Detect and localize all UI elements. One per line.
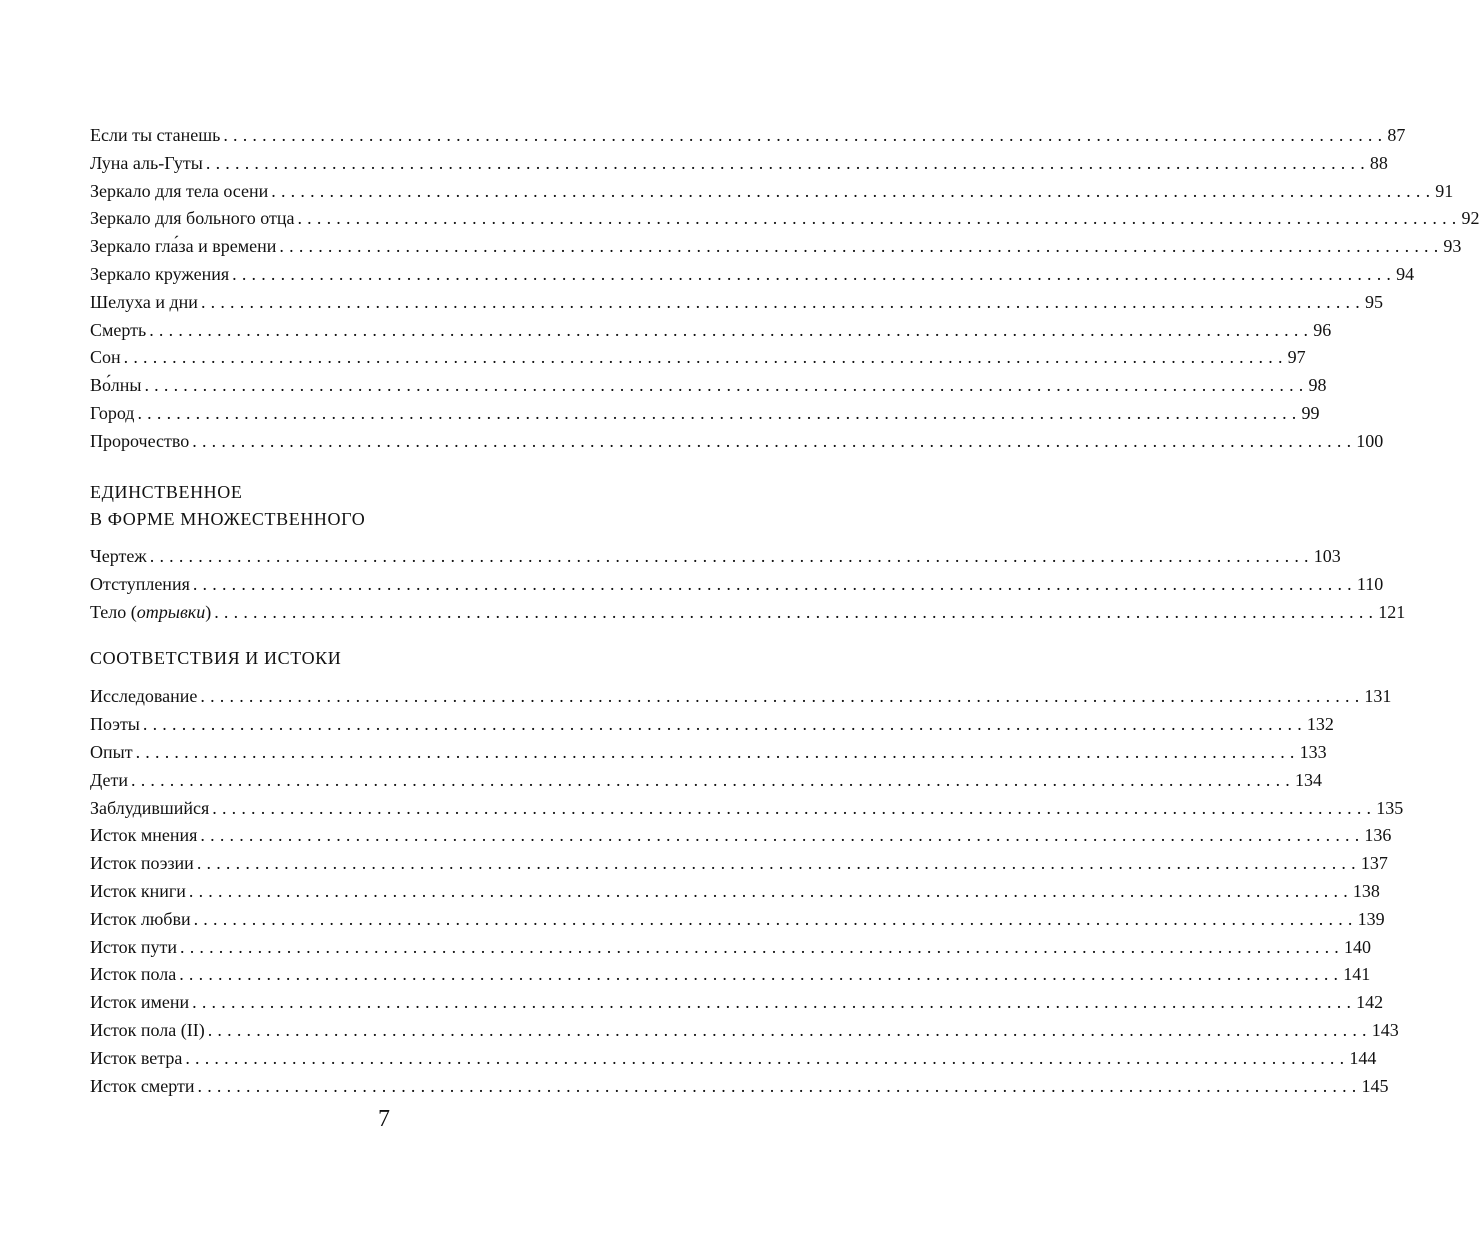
toc-entry[interactable]: [90, 372, 1327, 400]
toc-entry[interactable]: [90, 989, 1384, 1017]
toc-entry[interactable]: [90, 178, 1454, 206]
toc-entry-page: 97: [1287, 347, 1306, 368]
toc-entry[interactable]: [90, 1073, 1389, 1101]
toc-entry-page: 136: [1364, 825, 1392, 846]
toc-entry-title: Исток мнения: [90, 825, 198, 846]
page-number: 7: [378, 1106, 390, 1132]
dot-leader: ........................................................................................................................: [196, 853, 1361, 874]
toc-entry-title: Луна аль-Гуты: [90, 152, 203, 173]
dot-leader: ........................................................................................................................: [192, 573, 1357, 594]
toc-entry[interactable]: [90, 205, 1479, 233]
toc-entry[interactable]: [90, 878, 1380, 906]
toc-entry[interactable]: [90, 317, 1332, 345]
toc-entry[interactable]: [90, 122, 1406, 150]
dot-leader: ........................................................................................................................: [279, 236, 1444, 257]
toc-entry-title: Дети: [90, 769, 128, 790]
toc-group-1: [90, 122, 1479, 456]
toc-entry-page: 88: [1369, 152, 1388, 173]
toc-entry-page: 93: [1443, 236, 1462, 257]
toc-entry-page: 141: [1343, 964, 1371, 985]
toc-entry-page: 99: [1301, 402, 1320, 423]
toc-entry[interactable]: [90, 543, 1341, 571]
toc-entry-title: Чертеж: [90, 546, 147, 567]
toc-entry-title: Отступления: [90, 573, 190, 594]
toc-entry-page: 94: [1396, 263, 1415, 284]
dot-leader: ........................................................................................................................: [197, 1075, 1362, 1096]
toc-entry[interactable]: [90, 934, 1371, 962]
toc-entry-title: Исследование: [90, 686, 198, 707]
toc-section-3-list: [90, 683, 1404, 1100]
toc-entry-page: 145: [1361, 1075, 1389, 1096]
toc-entry-title-italic: отрывки: [136, 601, 206, 622]
dot-leader: ........................................................................................................................: [179, 964, 1344, 985]
toc-entry-page: 138: [1352, 880, 1380, 901]
toc-entry-page: 91: [1435, 180, 1454, 201]
dot-leader: ........................................................................................................................: [142, 714, 1307, 735]
toc-entry-page: 135: [1376, 797, 1404, 818]
dot-leader: ........................................................................................................................: [192, 430, 1357, 451]
dot-leader: ........................................................................................................................: [200, 825, 1365, 846]
toc-entry[interactable]: [90, 1017, 1399, 1045]
toc-entry[interactable]: [90, 289, 1383, 317]
toc-entry-page: 131: [1364, 686, 1392, 707]
dot-leader: ........................................................................................................................: [200, 686, 1365, 707]
toc-entry[interactable]: [90, 739, 1327, 767]
toc-entry-title: Исток смерти: [90, 1075, 195, 1096]
dot-leader: ........................................................................................................................: [271, 180, 1436, 201]
toc-entry-title: Поэты: [90, 714, 140, 735]
dot-leader: ........................................................................................................................: [149, 319, 1314, 340]
toc-entry-page: 92: [1461, 208, 1479, 229]
toc-entry-page: 96: [1313, 319, 1332, 340]
toc-entry[interactable]: [90, 344, 1306, 372]
toc-entry-page: 139: [1357, 908, 1385, 929]
toc-entry-page: 140: [1344, 936, 1371, 957]
toc-entry-title: Опыт: [90, 741, 133, 762]
dot-leader: ........................................................................................................................: [192, 992, 1357, 1013]
toc-entry[interactable]: [90, 767, 1322, 795]
toc-entry[interactable]: [90, 400, 1320, 428]
toc-entry[interactable]: [90, 428, 1384, 456]
toc-entry-page: 110: [1356, 573, 1384, 594]
toc-entry-title: Исток пути: [90, 936, 177, 957]
dot-leader: ........................................................................................................................: [149, 546, 1314, 567]
toc-entry-title: Если ты станешь: [90, 125, 221, 145]
section-heading: ЕДИНСТВЕННОЕ: [90, 481, 243, 502]
toc-section-2-list: [90, 543, 1406, 626]
dot-leader: ........................................................................................................................: [135, 741, 1300, 762]
toc-entry[interactable]: [90, 1045, 1377, 1073]
dot-leader: ........................................................................................................................: [200, 291, 1365, 312]
toc-entry-title: Шелуха и дни: [90, 291, 198, 312]
toc-entry-page: 143: [1371, 1019, 1399, 1040]
toc-entry-title: Исток поэзии: [90, 853, 194, 874]
toc-entry-title: Исток любви: [90, 908, 191, 929]
toc-entry-title: Исток книги: [90, 880, 186, 901]
dot-leader: ........................................................................................................................: [223, 125, 1388, 145]
dot-leader: ........................................................................................................................: [297, 208, 1462, 229]
toc-entry-title: Зеркало для больного отца: [90, 208, 295, 229]
toc-entry-page: 133: [1299, 741, 1327, 762]
section-heading: СООТВЕТСТВИЯ И ИСТОКИ: [90, 647, 342, 668]
section-heading: В ФОРМЕ МНОЖЕСТВЕННОГО: [90, 509, 366, 530]
toc-entry-page: 142: [1356, 992, 1384, 1013]
toc-entry[interactable]: [90, 599, 1406, 627]
toc-entry[interactable]: [90, 795, 1404, 823]
toc-entry-title-end: ): [205, 601, 212, 622]
toc-entry-title-start: Тело (: [90, 601, 137, 622]
toc-entry[interactable]: [90, 850, 1388, 878]
toc-entry[interactable]: [90, 150, 1388, 178]
toc-entry-page: 87: [1387, 125, 1406, 145]
toc-entry-page: 98: [1308, 375, 1327, 396]
dot-leader: ........................................................................................................................: [185, 1047, 1350, 1068]
toc-entry-page: 144: [1349, 1047, 1377, 1068]
dot-leader: ........................................................................................................................: [207, 1019, 1372, 1040]
toc-entry-title: Пророчество: [90, 430, 190, 451]
toc-entry[interactable]: [90, 233, 1462, 261]
toc-entry-title: Исток пола (II): [90, 1019, 205, 1040]
dot-leader: ........................................................................................................................: [131, 769, 1295, 790]
toc-entry-title: Сон: [90, 347, 121, 368]
toc-entry-title: Исток пола: [90, 964, 177, 985]
toc-entry-page: 95: [1364, 291, 1383, 312]
dot-leader: ........................................................................................................................: [214, 601, 1379, 622]
toc-entry-title: Город: [90, 402, 135, 423]
toc-entry-page: 137: [1360, 853, 1388, 874]
toc-entry-page: 100: [1356, 430, 1384, 451]
toc-entry-title: Зеркало для тела осени: [90, 180, 269, 201]
dot-leader: ........................................................................................................................: [188, 880, 1353, 901]
toc-entry-title: Зеркало гла́за и времени: [90, 236, 277, 257]
toc-entry-page: 121: [1378, 601, 1406, 622]
toc-entry-title: Смерть: [90, 319, 147, 340]
dot-leader: ........................................................................................................................: [212, 797, 1377, 818]
dot-leader: ........................................................................................................................: [205, 152, 1370, 173]
table-of-contents: [90, 122, 1479, 1100]
toc-entry[interactable]: [90, 711, 1334, 739]
toc-section-2: [90, 479, 1406, 627]
toc-entry[interactable]: [90, 683, 1392, 711]
toc-entry-title: Заблудившийся: [90, 797, 210, 818]
toc-section-3: [90, 645, 1404, 1101]
toc-entry-page: 103: [1313, 546, 1341, 567]
toc-entry-title: Во́лны: [90, 375, 142, 396]
toc-entry-page: 134: [1295, 769, 1322, 790]
toc-entry-title: Зеркало кружения: [90, 263, 230, 284]
toc-entry[interactable]: [90, 261, 1415, 289]
toc-entry[interactable]: [90, 906, 1385, 934]
dot-leader: ........................................................................................................................: [123, 347, 1288, 368]
dot-leader: ........................................................................................................................: [193, 908, 1358, 929]
toc-entry[interactable]: [90, 961, 1371, 989]
dot-leader: ........................................................................................................................: [180, 936, 1344, 957]
toc-entry-title: [90, 599, 211, 627]
toc-entry-title: Исток имени: [90, 992, 190, 1013]
toc-entry-page: 132: [1306, 714, 1334, 735]
toc-entry-title: Исток ветра: [90, 1047, 183, 1068]
dot-leader: ........................................................................................................................: [144, 375, 1309, 396]
toc-entry[interactable]: [90, 571, 1384, 599]
dot-leader: ........................................................................................................................: [137, 402, 1302, 423]
dot-leader: ........................................................................................................................: [232, 263, 1397, 284]
toc-entry[interactable]: [90, 822, 1392, 850]
